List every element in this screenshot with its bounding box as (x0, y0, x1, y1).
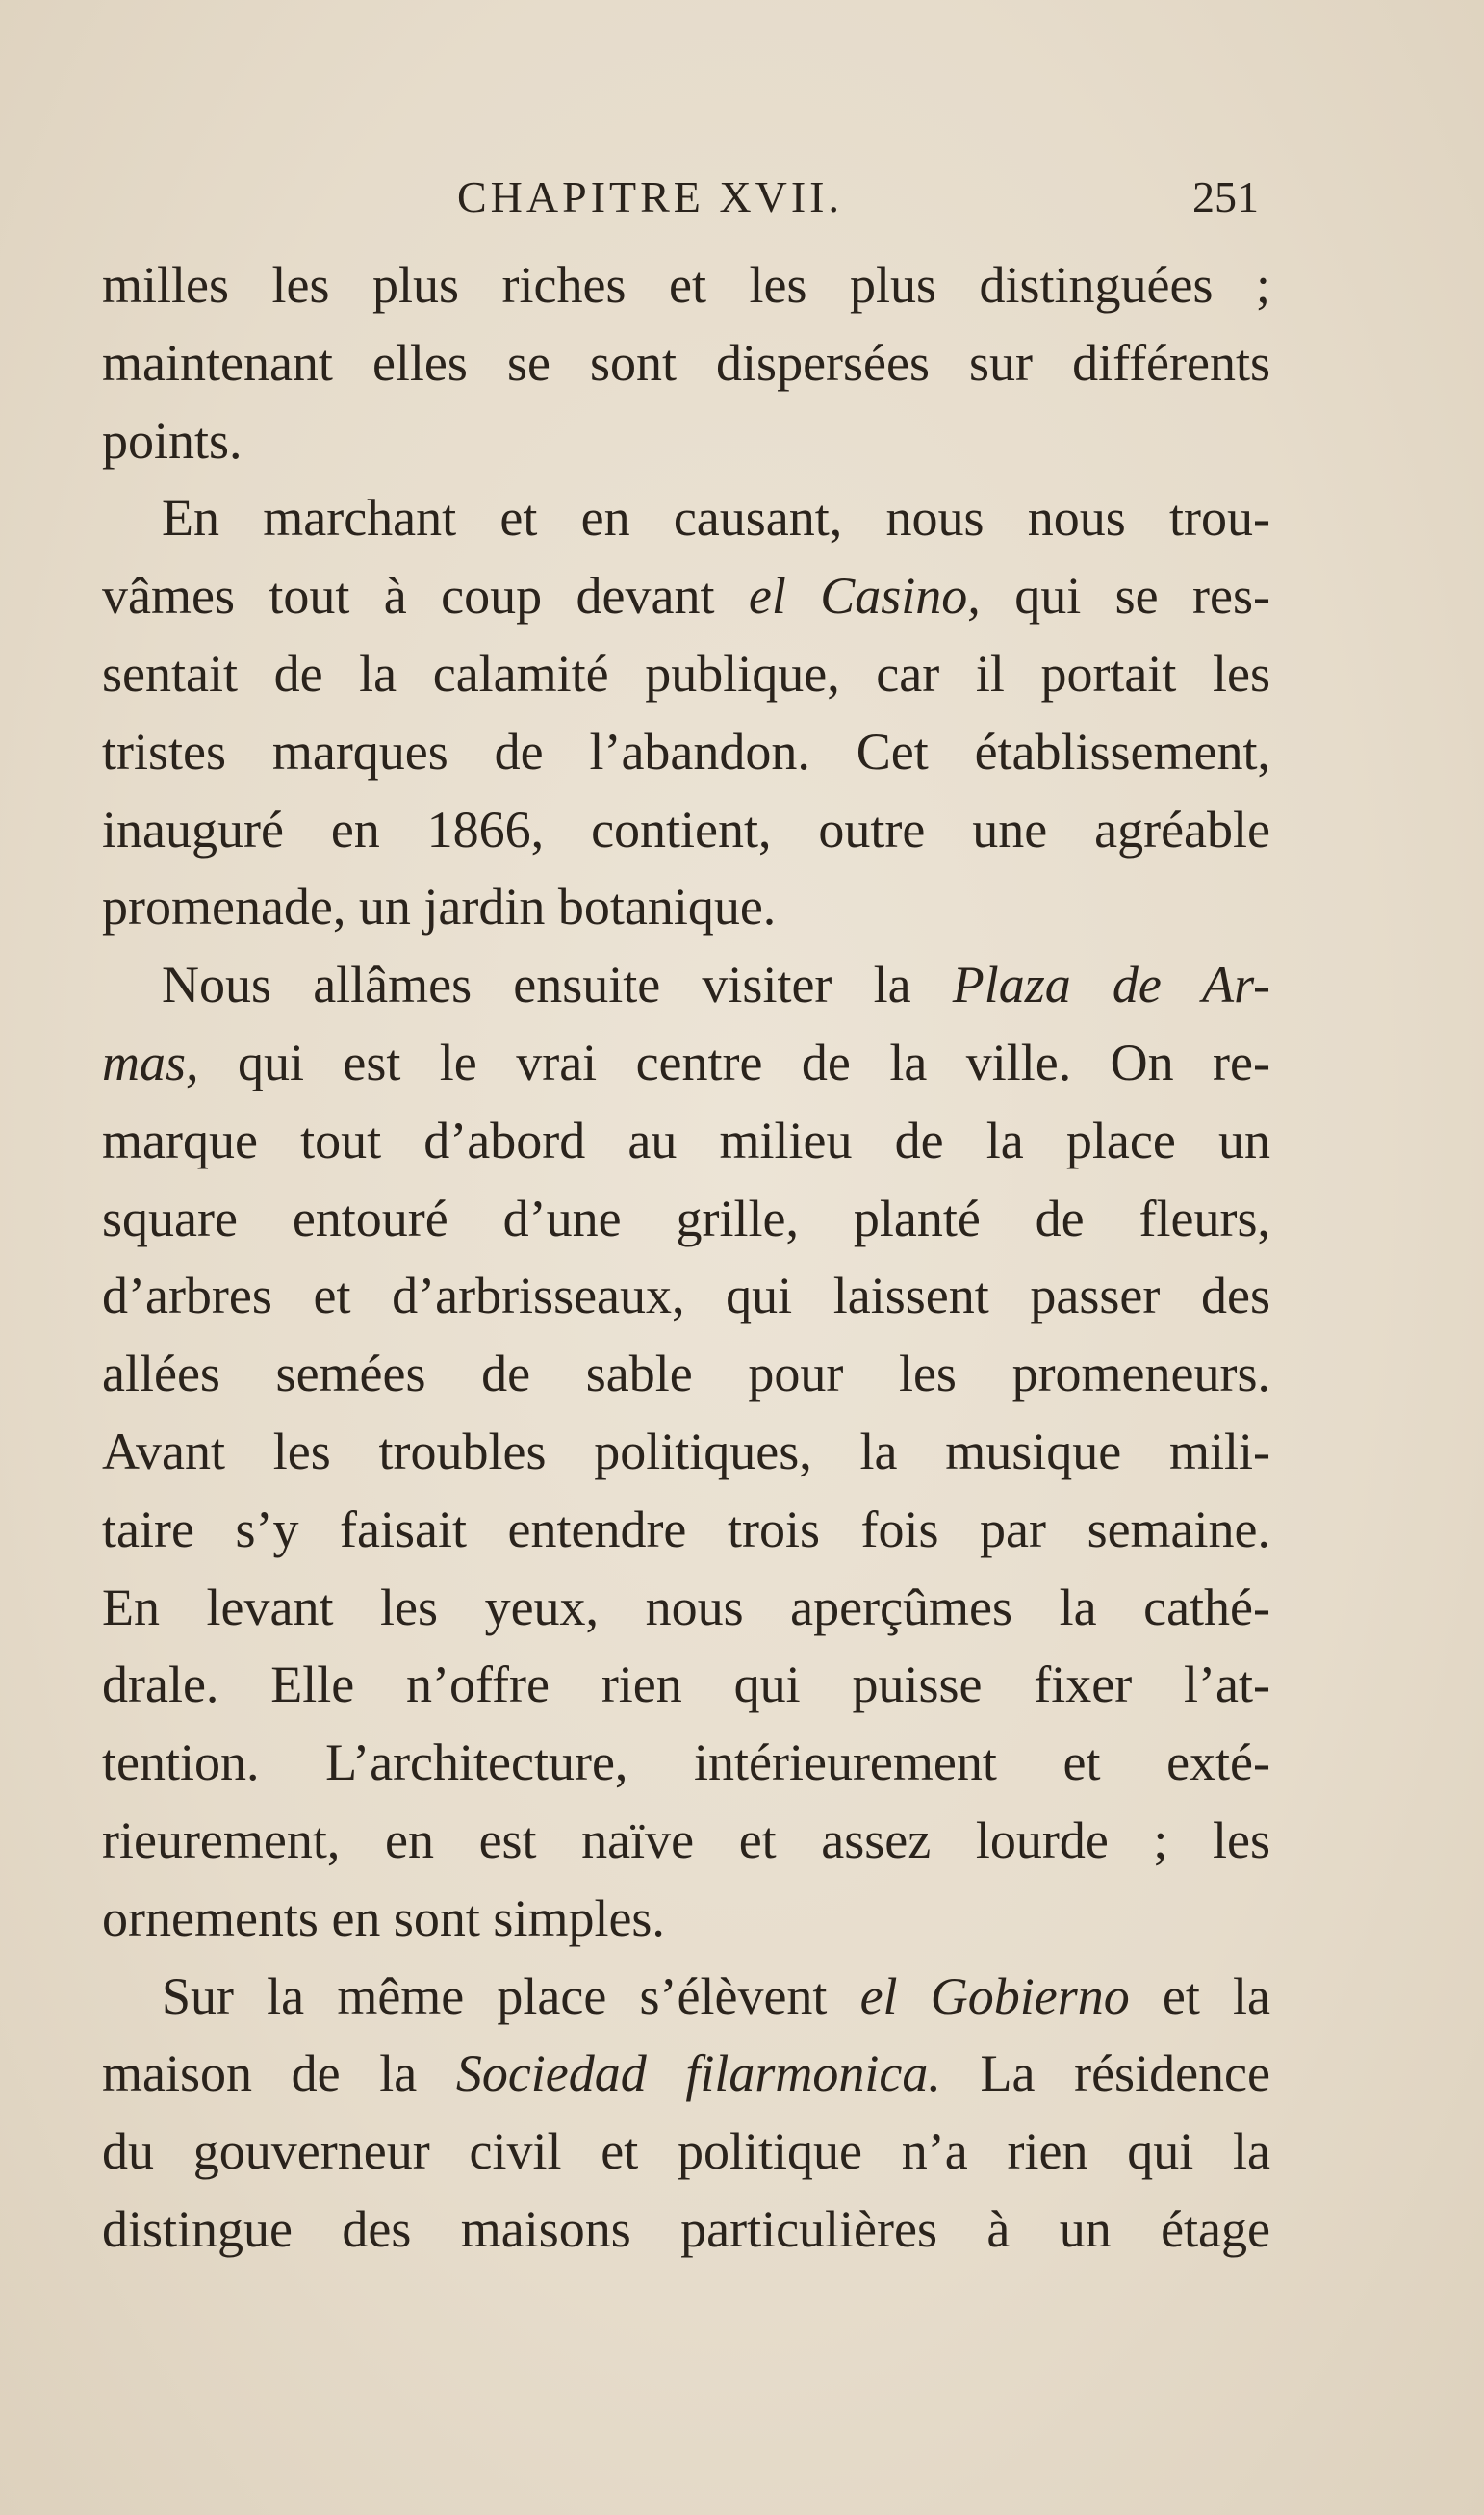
page-number: 251 (1192, 172, 1259, 221)
text-line: du gouverneur civil et politique n’a rien qui la (102, 2122, 1270, 2181)
text-line: Avant les troubles politiques, la musique mili- (102, 1422, 1270, 1480)
text-line: allées semées de sable pour les promeneurs. (102, 1345, 1270, 1403)
text-line: points. (102, 411, 243, 470)
text-line: distingue des maisons particulières à un étage (102, 2199, 1270, 2258)
text-line (102, 2035, 1270, 2113)
text-run: La résidence (940, 2044, 1270, 2103)
text-run: qui est le vrai centre de la ville. On re- (198, 1033, 1270, 1091)
chapter-title: CHAPITRE XVII. (457, 172, 843, 221)
text-line: ornements en sont simples. (102, 1888, 665, 1947)
text-line: square entouré d’une grille, planté de fleurs, (102, 1189, 1270, 1247)
italic-run: mas, (102, 1033, 199, 1091)
body-text (102, 246, 1270, 2269)
text-line: milles les plus riches et les plus distinguées ; (102, 256, 1270, 314)
text-line: promenade, un jardin botanique. (102, 878, 777, 937)
text-run: maison de la (102, 2044, 456, 2103)
running-head (104, 171, 1259, 229)
text-run: Sur la même place s’élèvent (162, 1966, 860, 2025)
text-line: tristes marques de l’abandon. Cet établissement, (102, 722, 1270, 781)
text-line: En marchant et en causant, nous nous trou- (162, 489, 1270, 548)
text-line: tention. L’architecture, intérieurement et exté- (102, 1733, 1270, 1792)
text-line (102, 557, 1270, 635)
text-line: rieurement, en est naïve et assez lourde ; les (102, 1810, 1270, 1869)
text-line: En levant les yeux, nous aperçûmes la cathé- (102, 1578, 1270, 1636)
text-line: inauguré en 1866, contient, outre une agréable (102, 800, 1270, 859)
text-line (102, 946, 1270, 1024)
italic-run: el Gobierno (859, 1966, 1130, 2025)
text-run: qui se res- (980, 567, 1270, 626)
text-line (102, 1958, 1270, 2036)
text-run: vâmes tout à coup devant (102, 567, 749, 626)
text-line: sentait de la calamité publique, car il portait les (102, 644, 1270, 703)
italic-run: el Casino, (748, 567, 981, 626)
text-line (102, 1024, 1270, 1102)
text-line: taire s’y faisait entendre trois fois par semaine. (102, 1500, 1270, 1558)
italic-run: Plaza de Ar- (952, 956, 1270, 1014)
text-line: drale. Elle n’offre rien qui puisse fixer l’at- (102, 1655, 1270, 1714)
text-run: et la (1129, 1966, 1270, 2025)
text-line: d’arbres et d’arbrisseaux, qui laissent passer des (102, 1267, 1270, 1325)
text-line: marque tout d’abord au milieu de la place un (102, 1111, 1270, 1169)
text-line: maintenant elles se sont dispersées sur différents (102, 333, 1270, 392)
text-run: Nous allâmes ensuite visiter la (162, 956, 953, 1014)
italic-run: Sociedad filarmonica. (455, 2044, 941, 2103)
